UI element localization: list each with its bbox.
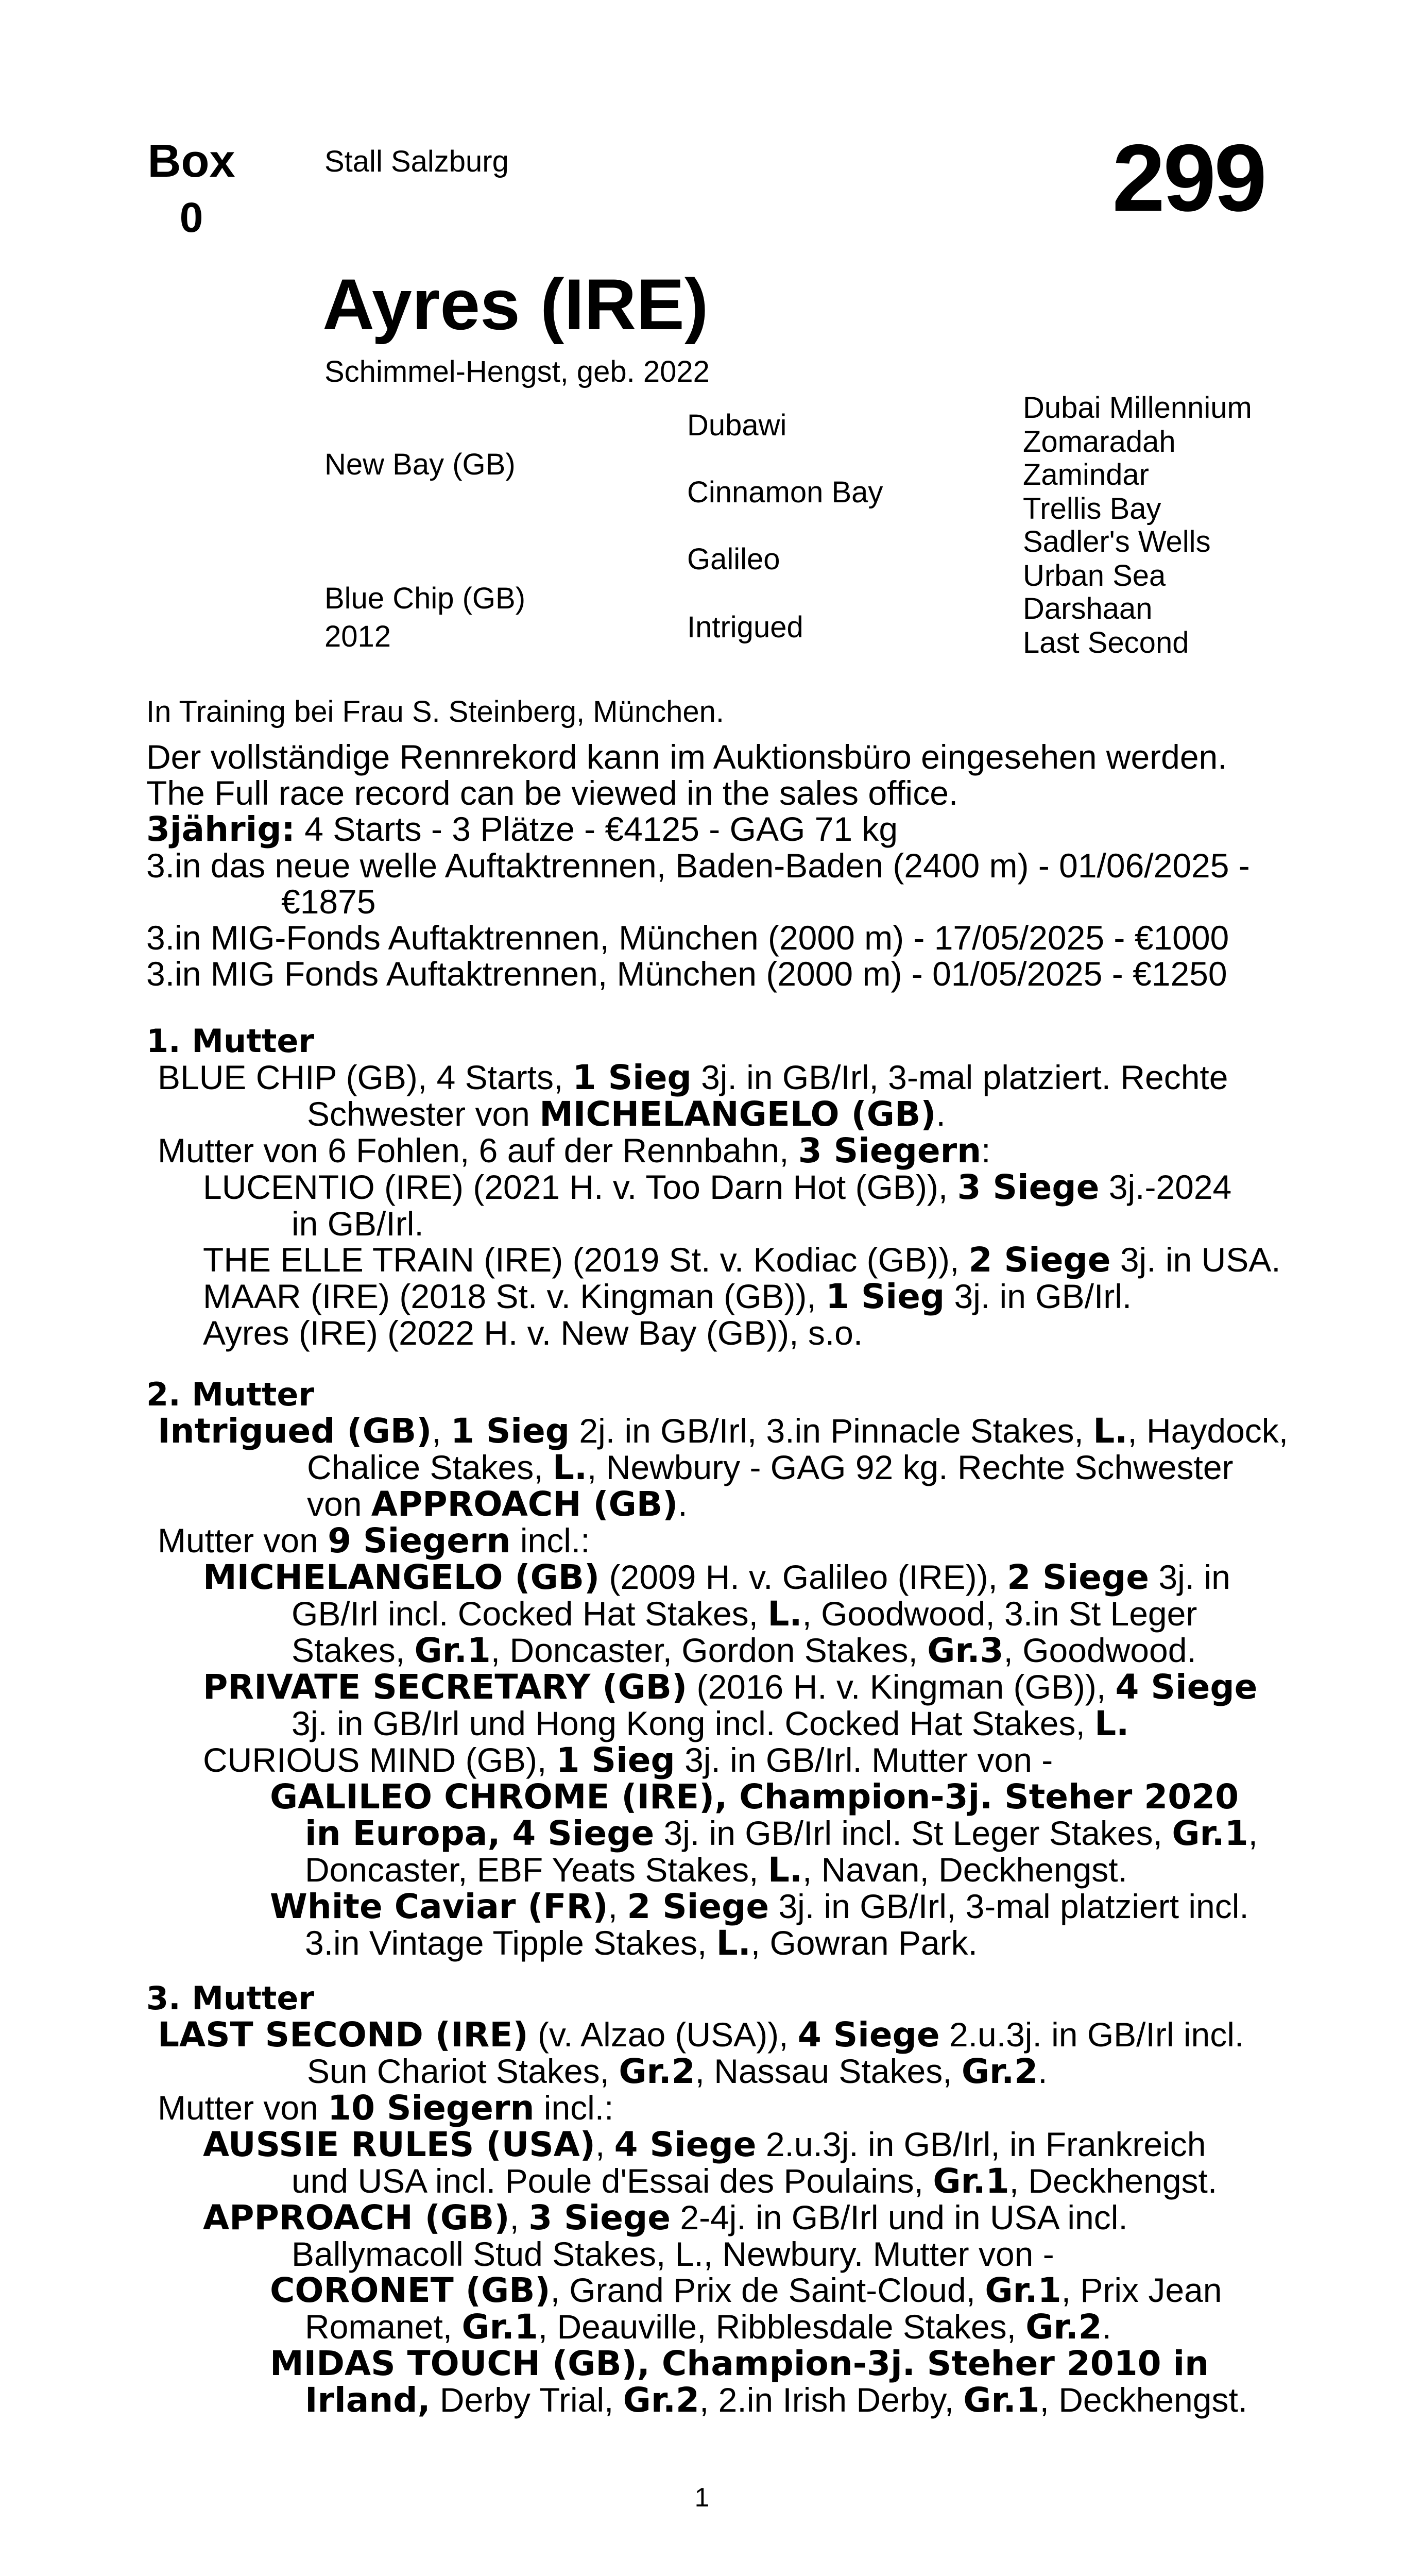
- bold-text: L.: [767, 1850, 802, 1890]
- bold-text: 1 Sieg: [556, 1740, 675, 1780]
- text-run: Derby Trial,: [430, 2381, 623, 2419]
- bold-text: L.: [552, 1448, 588, 1487]
- bold-text: Gr.1: [461, 2307, 538, 2347]
- dam2-section: [146, 1376, 1289, 1963]
- dam2-line: [146, 1411, 1289, 1451]
- dam1-produce-cont: in GB/Irl.: [292, 1205, 424, 1243]
- race-record-note-de: Der vollständige Rennrekord kann im Auktionsbüro eingesehen werden.: [146, 738, 1227, 776]
- dam3-produce: [146, 2199, 1259, 2236]
- text-run: von: [307, 1485, 371, 1523]
- dam2-produce-cont: [146, 1705, 1259, 1742]
- pedigree-gen3-6: Urban Sea: [1023, 559, 1166, 592]
- bold-text: Gr.2: [623, 2380, 699, 2420]
- text-run: 3j.-2024: [1099, 1168, 1232, 1206]
- pedigree-gen3-3: Zamindar: [1023, 458, 1149, 492]
- text-run: .: [1038, 2052, 1048, 2090]
- bold-text: APPROACH (GB): [371, 1484, 678, 1524]
- dam2-produce: [146, 1742, 1259, 1778]
- bold-text: APPROACH (GB): [203, 2198, 510, 2238]
- dam1-section: [146, 1022, 1281, 1352]
- text-run: ,: [509, 2198, 529, 2236]
- text-run: 3j. in GB/Irl incl. St Leger Stakes,: [654, 1814, 1172, 1852]
- text-run: CURIOUS MIND (GB),: [203, 1741, 556, 1779]
- dam1-produce: [146, 1169, 1259, 1206]
- text-run: (2016 H. v. Kingman (GB)),: [687, 1668, 1116, 1706]
- bold-text: L.: [1093, 1411, 1128, 1451]
- dam3-produce: [146, 2126, 1259, 2163]
- text-run: Stakes,: [292, 1631, 415, 1669]
- bold-text: AUSSIE RULES (USA): [203, 2125, 595, 2164]
- box-number: 0: [179, 194, 203, 241]
- race-result: 3.in das neue welle Auftaktrennen, Baden-Baden (2400 m) - 01/06/2025 -: [146, 846, 1250, 885]
- dam2-grand-produce-cont: [146, 1925, 1259, 1961]
- text-run: 2j. in GB/Irl, 3.in Pinnacle Stakes,: [570, 1412, 1093, 1450]
- text-run: Chalice Stakes,: [307, 1448, 553, 1486]
- dam1-line: [146, 1059, 1259, 1096]
- text-run: (v. Alzao (USA)),: [528, 2015, 798, 2054]
- bold-text: White Caviar (FR): [270, 1887, 608, 1926]
- text-run: Mutter von: [158, 2089, 328, 2127]
- dam2-produce-cont: [146, 1632, 1259, 1669]
- bold-text: MICHELANGELO (GB): [539, 1094, 936, 1134]
- dam2-grand-produce: [146, 1888, 1259, 1925]
- bold-text: 4 Siege: [614, 2125, 757, 2164]
- text-run: 2.u.3j. in GB/Irl, in Frankreich: [756, 2125, 1206, 2163]
- dam2-grand-produce-cont: [146, 1815, 1259, 1852]
- dam2-produce: [146, 1669, 1259, 1705]
- bold-text: 1 Sieg: [826, 1277, 945, 1316]
- bold-text: Irland,: [305, 2380, 431, 2420]
- race-result: 3.in MIG-Fonds Auftaktrennen, München (2000 m) - 17/05/2025 - €1000: [146, 919, 1229, 957]
- bold-text: PRIVATE SECRETARY (GB): [203, 1667, 688, 1707]
- dam3-line: [146, 2053, 1259, 2090]
- dam2-produce: [146, 1559, 1259, 1596]
- horse-description: Schimmel-Hengst, geb. 2022: [324, 355, 710, 388]
- dam2-line: [146, 1486, 1259, 1522]
- bold-text: Gr.3: [927, 1631, 1004, 1670]
- text-run: GB/Irl incl. Cocked Hat Stakes,: [292, 1595, 768, 1633]
- lot-number: 299: [1112, 125, 1265, 231]
- text-run: LUCENTIO (IRE) (2021 H. v. Too Darn Hot (GB)),: [203, 1168, 957, 1206]
- dam3-produce-cont: Ballymacoll Stud Stakes, L., Newbury. Mutter von -: [292, 2235, 1054, 2273]
- text-run: , Deauville, Ribblesdale Stakes,: [538, 2308, 1026, 2346]
- pedigree-dam-year: 2012: [324, 620, 391, 653]
- dam1-line: [146, 1132, 1259, 1169]
- text-run: 3j. in: [1149, 1558, 1230, 1596]
- text-run: THE ELLE TRAIN (IRE) (2019 St. v. Kodiac (GB)),: [203, 1241, 969, 1279]
- text-run: BLUE CHIP (GB), 4 Starts,: [158, 1058, 573, 1096]
- dam2-grand-produce: [146, 1778, 1259, 1815]
- race-result-cont: €1875: [281, 883, 376, 921]
- text-run: 3j. in USA.: [1110, 1241, 1281, 1279]
- section-heading: 3. Mutter: [146, 1979, 315, 2017]
- text-run: 2-4j. in GB/Irl und in USA incl.: [671, 2198, 1128, 2236]
- pedigree-gen3-5: Sadler's Wells: [1023, 525, 1211, 558]
- text-run: Schwester von: [307, 1095, 540, 1133]
- text-run: 3j. in GB/Irl. Mutter von -: [675, 1741, 1053, 1779]
- text-run: :: [981, 1131, 991, 1170]
- bold-text: Gr.2: [1025, 2307, 1102, 2347]
- text-run: Mutter von 6 Fohlen, 6 auf der Rennbahn,: [158, 1131, 798, 1170]
- text-run: MAAR (IRE) (2018 St. v. Kingman (GB)),: [203, 1277, 826, 1315]
- dam3-section: [146, 1980, 1259, 2418]
- text-run: 3j. in GB/Irl.: [945, 1277, 1132, 1315]
- race-record-note-en: The Full race record can be viewed in the sales office.: [146, 774, 958, 812]
- horse-name: Ayres (IRE): [322, 264, 709, 345]
- bold-text: 3 Siegern: [798, 1131, 982, 1171]
- section-heading: 1. Mutter: [146, 1022, 315, 1060]
- bold-text: 3 Siege: [528, 2198, 671, 2238]
- text-run: , Doncaster, Gordon Stakes,: [490, 1631, 928, 1669]
- dam1-line: [146, 1096, 1259, 1132]
- text-run: Doncaster, EBF Yeats Stakes,: [305, 1851, 768, 1889]
- box-label: Box: [147, 135, 235, 187]
- dam3-grand-produce: [146, 2345, 1259, 2382]
- text-run: .: [1102, 2308, 1111, 2346]
- bold-text: 9 Siegern: [328, 1521, 511, 1561]
- text-run: incl.:: [510, 1521, 590, 1560]
- dam1-produce: [146, 1240, 1281, 1280]
- bold-text: 3 Siege: [957, 1167, 1100, 1207]
- pedigree-gen3-2: Zomaradah: [1023, 425, 1176, 459]
- pedigree-sire: New Bay (GB): [324, 448, 516, 481]
- bold-text: Gr.1: [985, 2270, 1061, 2310]
- text-run: .: [936, 1095, 946, 1133]
- bold-text: Gr.1: [963, 2380, 1040, 2420]
- bold-text: GALILEO CHROME (IRE), Champion-3j. Steher 2020: [270, 1777, 1239, 1817]
- text-run: 4 Starts - 3 Plätze - €4125 - GAG 71 kg: [304, 810, 898, 848]
- bold-text: Gr.1: [933, 2161, 1009, 2201]
- section-heading: 2. Mutter: [146, 1376, 315, 1413]
- text-run: Romanet,: [305, 2308, 462, 2346]
- pedigree-dam-sire: Galileo: [687, 543, 780, 576]
- dam3-produce-cont: [146, 2163, 1259, 2199]
- pedigree-sire-sire: Dubawi: [687, 409, 787, 442]
- bold-text: 2 Siege: [1007, 1557, 1150, 1597]
- bold-text: 2 Siege: [627, 1887, 769, 1926]
- page-number: 1: [694, 2483, 710, 2513]
- dam1-produce: [146, 1278, 1259, 1315]
- text-run: (2009 H. v. Galileo (IRE)),: [600, 1558, 1007, 1596]
- text-run: Mutter von: [158, 1521, 328, 1560]
- bold-text: CORONET (GB): [270, 2270, 551, 2310]
- race-record-summary: [146, 811, 1259, 848]
- bold-text: 1 Sieg: [450, 1411, 570, 1451]
- text-run: , Haydock,: [1127, 1412, 1289, 1450]
- bold-text: Gr.1: [1172, 1814, 1248, 1853]
- dam2-produce-cont: [146, 1596, 1259, 1632]
- text-run: 3j. in GB/Irl und Hong Kong incl. Cocked Hat Stakes,: [292, 1704, 1095, 1742]
- dam2-line: [146, 1449, 1259, 1486]
- text-run: , Newbury - GAG 92 kg. Rechte Schwester: [587, 1448, 1234, 1486]
- bold-text: Gr.1: [414, 1631, 491, 1670]
- text-run: 3.in Vintage Tipple Stakes,: [305, 1924, 716, 1962]
- dam3-grand-produce-cont: [146, 2382, 1259, 2418]
- bold-text: MIDAS TOUCH (GB), Champion-3j. Steher 2010 in: [270, 2344, 1209, 2383]
- text-run: , Navan, Deckhengst.: [802, 1851, 1127, 1889]
- text-run: .: [678, 1485, 688, 1523]
- text-run: 3j. in GB/Irl, 3-mal platziert. Rechte: [691, 1058, 1228, 1096]
- text-run: , Goodwood, 3.in St Leger: [802, 1595, 1197, 1633]
- consignor: Stall Salzburg: [324, 145, 509, 178]
- age-label: 3jährig:: [146, 809, 295, 849]
- text-run: 2.u.3j. in GB/Irl incl.: [939, 2015, 1244, 2054]
- race-result: 3.in MIG Fonds Auftaktrennen, München (2000 m) - 01/05/2025 - €1250: [146, 955, 1227, 993]
- text-run: 3j. in GB/Irl, 3-mal platziert incl.: [769, 1887, 1249, 1925]
- bold-text: 1 Sieg: [572, 1058, 692, 1097]
- bold-text: 4 Siege: [1115, 1667, 1258, 1707]
- race-record: [146, 739, 1259, 992]
- pedigree-gen3-7: Darshaan: [1023, 592, 1153, 625]
- bold-text: Intrigued (GB): [158, 1411, 432, 1451]
- bold-text: in Europa, 4 Siege: [305, 1814, 655, 1853]
- text-run: incl.:: [534, 2089, 614, 2127]
- dam3-line: [146, 2016, 1259, 2053]
- bold-text: MICHELANGELO (GB): [203, 1557, 600, 1597]
- bold-text: 4 Siege: [797, 2015, 940, 2055]
- pedigree-dam: Blue Chip (GB): [324, 582, 526, 615]
- dam3-grand-produce: [146, 2272, 1259, 2309]
- bold-text: L.: [767, 1594, 802, 1634]
- bold-text: 2 Siege: [968, 1240, 1111, 1280]
- pedigree-dam-dam: Intrigued: [687, 611, 803, 644]
- bold-text: L.: [1094, 1704, 1129, 1743]
- training-note: In Training bei Frau S. Steinberg, München.: [146, 695, 724, 728]
- text-run: , Deckhengst.: [1039, 2381, 1248, 2419]
- text-run: , Goodwood.: [1003, 1631, 1196, 1669]
- text-run: , Grand Prix de Saint-Cloud,: [550, 2271, 985, 2309]
- text-run: , 2.in Irish Derby,: [699, 2381, 964, 2419]
- pedigree-gen3-8: Last Second: [1023, 626, 1189, 659]
- dam1-produce: Ayres (IRE) (2022 H. v. New Bay (GB)), s.o.: [203, 1314, 863, 1352]
- text-run: ,: [595, 2125, 614, 2163]
- pedigree-sire-dam: Cinnamon Bay: [687, 476, 883, 509]
- text-run: , Deckhengst.: [1009, 2162, 1218, 2200]
- bold-text: Gr.2: [619, 2052, 695, 2091]
- bold-text: LAST SECOND (IRE): [158, 2015, 528, 2055]
- text-run: ,: [432, 1412, 451, 1450]
- dam2-grand-produce-cont: [146, 1852, 1259, 1888]
- text-run: und USA incl. Poule d'Essai des Poulains,: [292, 2162, 933, 2200]
- dam3-grand-produce-cont: [146, 2309, 1259, 2345]
- text-run: ,: [1248, 1814, 1258, 1852]
- bold-text: 10 Siegern: [328, 2088, 535, 2128]
- pedigree-gen3-1: Dubai Millennium: [1023, 391, 1252, 425]
- text-run: , Gowran Park.: [750, 1924, 978, 1962]
- pedigree-gen3-4: Trellis Bay: [1023, 492, 1161, 526]
- text-run: ,: [608, 1887, 627, 1925]
- bold-text: Gr.2: [961, 2052, 1038, 2091]
- dam3-line: [146, 2090, 1259, 2126]
- dam2-line: [146, 1522, 1259, 1559]
- bold-text: L.: [716, 1923, 751, 1963]
- text-run: , Prix Jean: [1061, 2271, 1222, 2309]
- text-run: Sun Chariot Stakes,: [307, 2052, 619, 2090]
- text-run: , Nassau Stakes,: [695, 2052, 962, 2090]
